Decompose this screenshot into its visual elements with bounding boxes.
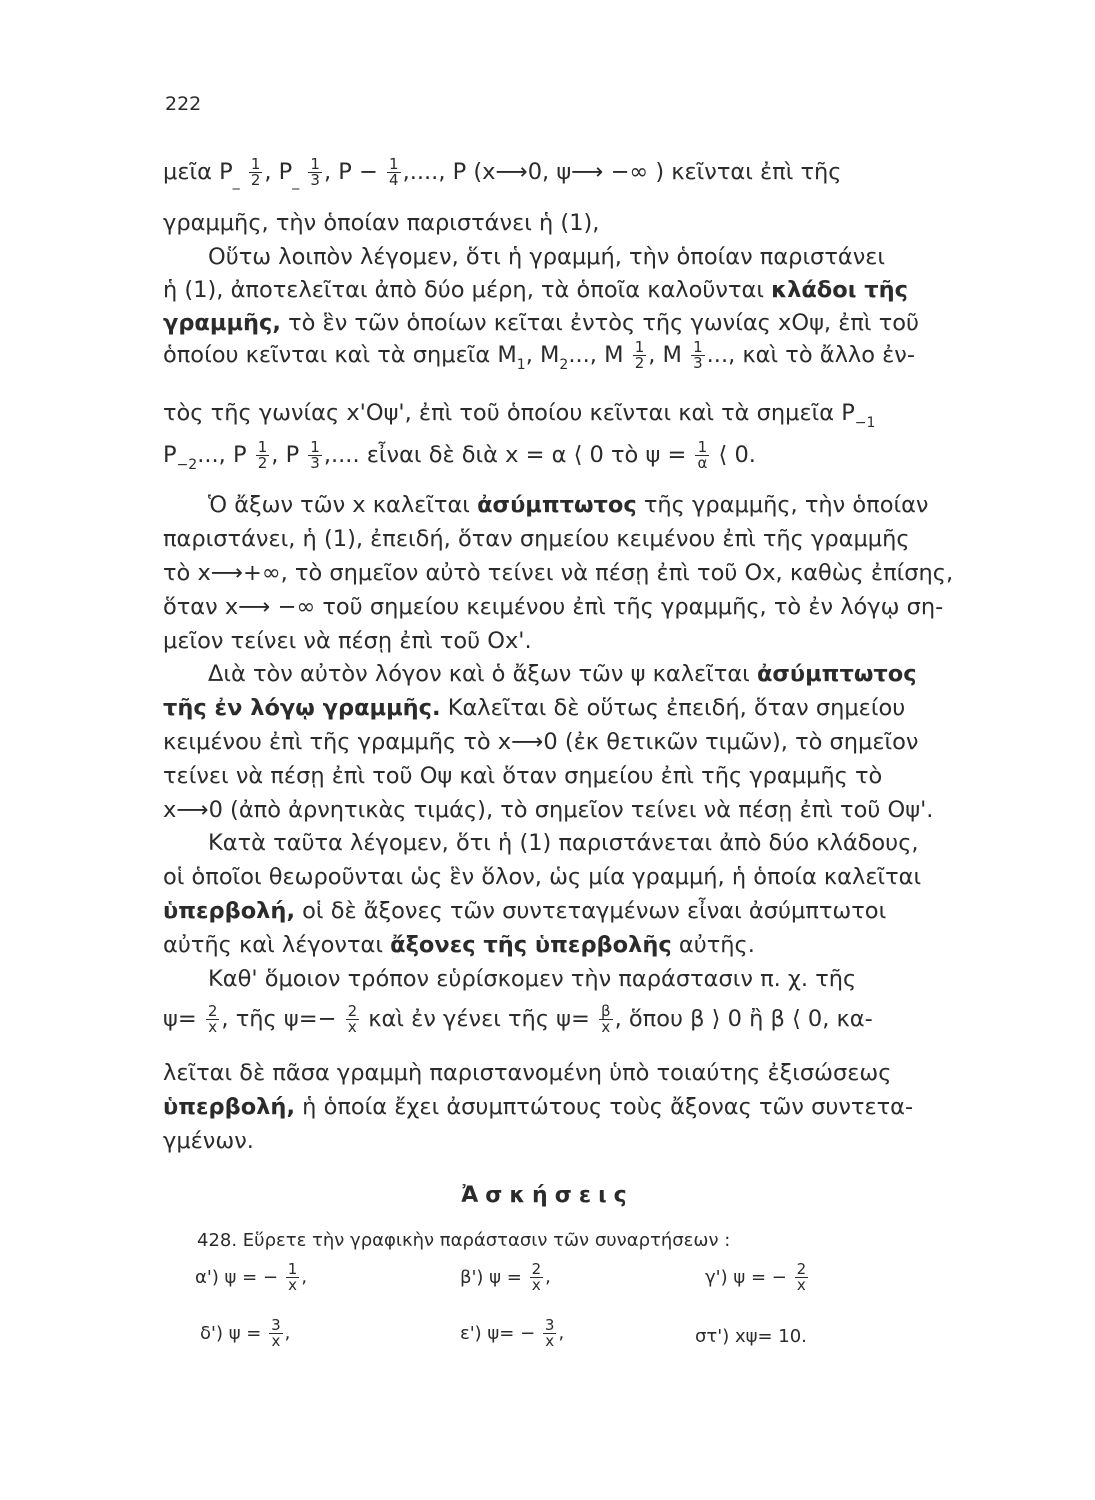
text-line-7: τὸς τῆς γωνίας x'Oψ', ἐπὶ τοῦ ὁποίου κεῖνται καὶ τὰ σημεῖα $P_{-1}$ (163, 400, 876, 431)
fraction: $\frac{1}{2}$ (634, 338, 645, 372)
text-span: P (163, 442, 177, 468)
text-span: , P (271, 442, 300, 468)
text-span: ἡ (1), ἀποτελεῖται ἀπὸ δύο μέρη, τὰ ὁποῖα καλοῦνται (163, 277, 764, 303)
text-line-19: Κατὰ ταῦτα λέγομεν, ὅτι ἡ (1) παριστάνεται ἀπὸ δύο κλάδους, (208, 830, 919, 856)
text-span: ,.... εἶναι δὲ διὰ x = α ⟨ 0 τὸ ψ = (323, 442, 687, 468)
bold-term: ἀσύμπτωτος (756, 661, 917, 687)
section-heading: Ἀσκήσεις (461, 1183, 634, 1208)
text-line-6: ὁποίου κεῖνται καὶ τὰ σημεῖα $M_1$, $M_2$..., M $\frac{1}{2}$ , M $\frac{1}{3}$ ..., καὶ τὸ ἄλλο ἐν- (163, 338, 915, 373)
text-span: τὸς τῆς γωνίας x'Oψ', ἐπὶ τοῦ ὁποίου κεῖνται καὶ τὰ σημεῖα P (163, 400, 855, 426)
text-line-27: γμένων. (163, 1128, 254, 1154)
page-number: 222 (165, 93, 202, 115)
text-line-12: ὅταν x⟶ −∞ τοῦ σημείου κειμένου ἐπὶ τῆς γραμμῆς, τὸ ἐν λόγῳ ση- (163, 594, 944, 620)
exercise-row-2 (195, 1318, 860, 1358)
text-line-11: τὸ x⟶+∞, τὸ σημεῖον αὐτὸ τείνει νὰ πέσῃ ἐπὶ τοῦ Ox, καθὼς ἐπίσης, (163, 560, 954, 586)
fraction: $\frac{1}{3}$ (310, 155, 320, 189)
exercise-d: δ') ψ = $\frac{3}{x}$ , (200, 1316, 291, 1350)
bold-term: ὑπερβολή, (163, 898, 295, 924)
text-line-22 (163, 930, 988, 960)
text-line-9 (208, 490, 988, 520)
text-span: ⟨ 0. (718, 442, 756, 468)
text-span: αὐτῆς καὶ λέγονται (163, 932, 383, 958)
fraction: $\frac{1}{2}$ (257, 438, 268, 472)
text-line-20: οἱ ὁποῖοι θεωροῦνται ὡς ἓν ὅλον, ὡς μία γραμμή, ἡ ὁποία καλεῖται (163, 864, 922, 890)
text-span: Καλεῖται δὲ οὕτως ἐπειδή, ὅταν σημείου (447, 695, 906, 721)
text-span: , ὅπου β ⟩ 0 ἢ β ⟨ 0, κα- (614, 1006, 873, 1032)
text-span: P (278, 159, 293, 185)
text-line-5 (163, 308, 988, 338)
text-span: καὶ ἐν γένει τῆς ψ= (368, 1006, 590, 1032)
text-line-26 (163, 1092, 988, 1122)
fraction: $\frac{2}{x}$ (347, 1002, 358, 1036)
exercise-f: στ') xψ= 10. (695, 1326, 807, 1347)
exercise-intro: 428. Εὕρετε τὴν γραφικὴν παράστασιν τῶν συναρτήσεων : (197, 1230, 731, 1251)
text-span: ψ= (163, 1006, 197, 1032)
text-line-23: Καθ' ὅμοιον τρόπον εὑρίσκομεν τὴν παράστασιν π. χ. τῆς (208, 966, 857, 992)
text-span: , τῆς ψ=− (221, 1006, 337, 1032)
fraction: $\frac{1}{3}$ (693, 338, 703, 372)
bold-term: ἀσύμπτωτος (477, 492, 637, 518)
text-span: ἡ ὁποία ἔχει ἀσυμπτώτους τοὺς ἄξονας τῶν συντετα- (302, 1094, 914, 1120)
text-span: P (338, 159, 352, 185)
text-line-25: λεῖται δὲ πᾶσα γραμμὴ παριστανομένη ὑπὸ τοιαύτης ἐξισώσεως (163, 1060, 892, 1086)
fraction: $\frac{2}{x}$ (207, 1002, 218, 1036)
text-line-13: μεῖον τείνει νὰ πέσῃ ἐπὶ τοῦ Ox'. (163, 628, 532, 654)
text-line-10: παριστάνει, ἡ (1), ἐπειδή, ὅταν σημείου κειμένου ἐπὶ τῆς γραμμῆς (163, 526, 910, 552)
exercise-b: β') ψ = $\frac{2}{x}$ , (460, 1260, 551, 1294)
text-span: ,...., P (x⟶0, ψ⟶ −∞ ) κεῖνται ἐπὶ τῆς (402, 159, 842, 185)
text-span: τὸ ἓν τῶν ὁποίων κεῖται ἐντὸς τῆς γωνίας xOψ, ἐπὶ τοῦ (288, 310, 920, 336)
text-span: ..., P (197, 442, 247, 468)
text-line-18: x⟶0 (ἀπὸ ἀρνητικὰς τιμάς), τὸ σημεῖον τείνει νὰ πέσῃ ἐπὶ τοῦ Oψ'. (163, 797, 934, 823)
text-line-1: μεῖα $P_{\_}$ $\frac{1}{2}$ , $P_{\_}$ $\frac{1}{3}$ , P − $\frac{1}{4}$ ,...., P (x⟶0, ψ⟶ −∞ ) κεῖνται ἐπὶ τῆς (163, 155, 842, 190)
fraction: $\frac{1}{4}$ (389, 155, 399, 189)
fraction: $\frac{\beta}{x}$ (601, 1002, 611, 1036)
text-line-2: γραμμῆς, τὴν ὁποίαν παριστάνει ἡ (1), (163, 210, 600, 236)
text-span: ὁποίου κεῖνται καὶ τὰ σημεῖα M (163, 342, 517, 368)
fraction: $\frac{1}{2}$ (250, 155, 261, 189)
fraction: $\frac{1}{3}$ (310, 438, 320, 472)
text-span: οἱ δὲ ἄξονες τῶν συντεταγμένων εἶναι ἀσύμπτωτοι (302, 898, 887, 924)
text-span: Διὰ τὸν αὐτὸν λόγον καὶ ὁ ἄξων τῶν ψ καλεῖται (208, 661, 750, 687)
bold-term: ἄξονες τῆς ὑπερβολῆς (390, 932, 672, 958)
text-span: Ὁ ἄξων τῶν x καλεῖται (208, 492, 470, 518)
bold-term: τῆς ἐν λόγῳ γραμμῆς. (163, 695, 441, 721)
text-span: μεῖα P (163, 159, 233, 185)
text-span: , M (648, 342, 682, 368)
fraction: $\frac{1}{\alpha}$ (697, 438, 708, 472)
text-line-24 (163, 1004, 988, 1035)
exercise-row-1 (195, 1262, 860, 1302)
text-line-17: τείνει νὰ πέσῃ ἐπὶ τοῦ Oψ καὶ ὅταν σημείου ἐπὶ τῆς γραμμῆς τὸ (163, 763, 883, 789)
text-line-8: $P_{-2}$..., P $\frac{1}{2}$ , P $\frac{1}{3}$ ,.... εἶναι δὲ διὰ x = α ⟨ 0 τὸ ψ = $\frac{1}{\alpha}$ ⟨ 0. (163, 438, 756, 473)
text-line-16: κειμένου ἐπὶ τῆς γραμμῆς τὸ x⟶0 (ἐκ θετικῶν τιμῶν), τὸ σημεῖον (163, 729, 919, 755)
exercise-e: ε') ψ= − $\frac{3}{x}$ , (460, 1316, 565, 1350)
text-span: ..., καὶ τὸ ἄλλο ἐν- (706, 342, 915, 368)
exercise-c: γ') ψ = − $\frac{2}{x}$ (705, 1260, 807, 1294)
text-line-15 (163, 693, 988, 723)
text-span: αὐτῆς. (678, 932, 755, 958)
text-line-3: Οὕτω λοιπὸν λέγομεν, ὅτι ἡ γραμμή, τὴν ὁποίαν παριστάνει (208, 244, 886, 270)
bold-term: ὑπερβολή, (163, 1094, 295, 1120)
text-line-21 (163, 896, 988, 926)
exercise-a: α') ψ = − $\frac{1}{x}$ , (195, 1260, 308, 1294)
text-span: ..., M (568, 342, 624, 368)
text-line-14 (208, 659, 988, 689)
text-span: τῆς γραμμῆς, τὴν ὁποίαν (643, 492, 929, 518)
bold-term: κλάδοι τῆς (771, 277, 909, 303)
text-line-4 (163, 275, 988, 305)
bold-term: γραμμῆς, (163, 310, 281, 336)
